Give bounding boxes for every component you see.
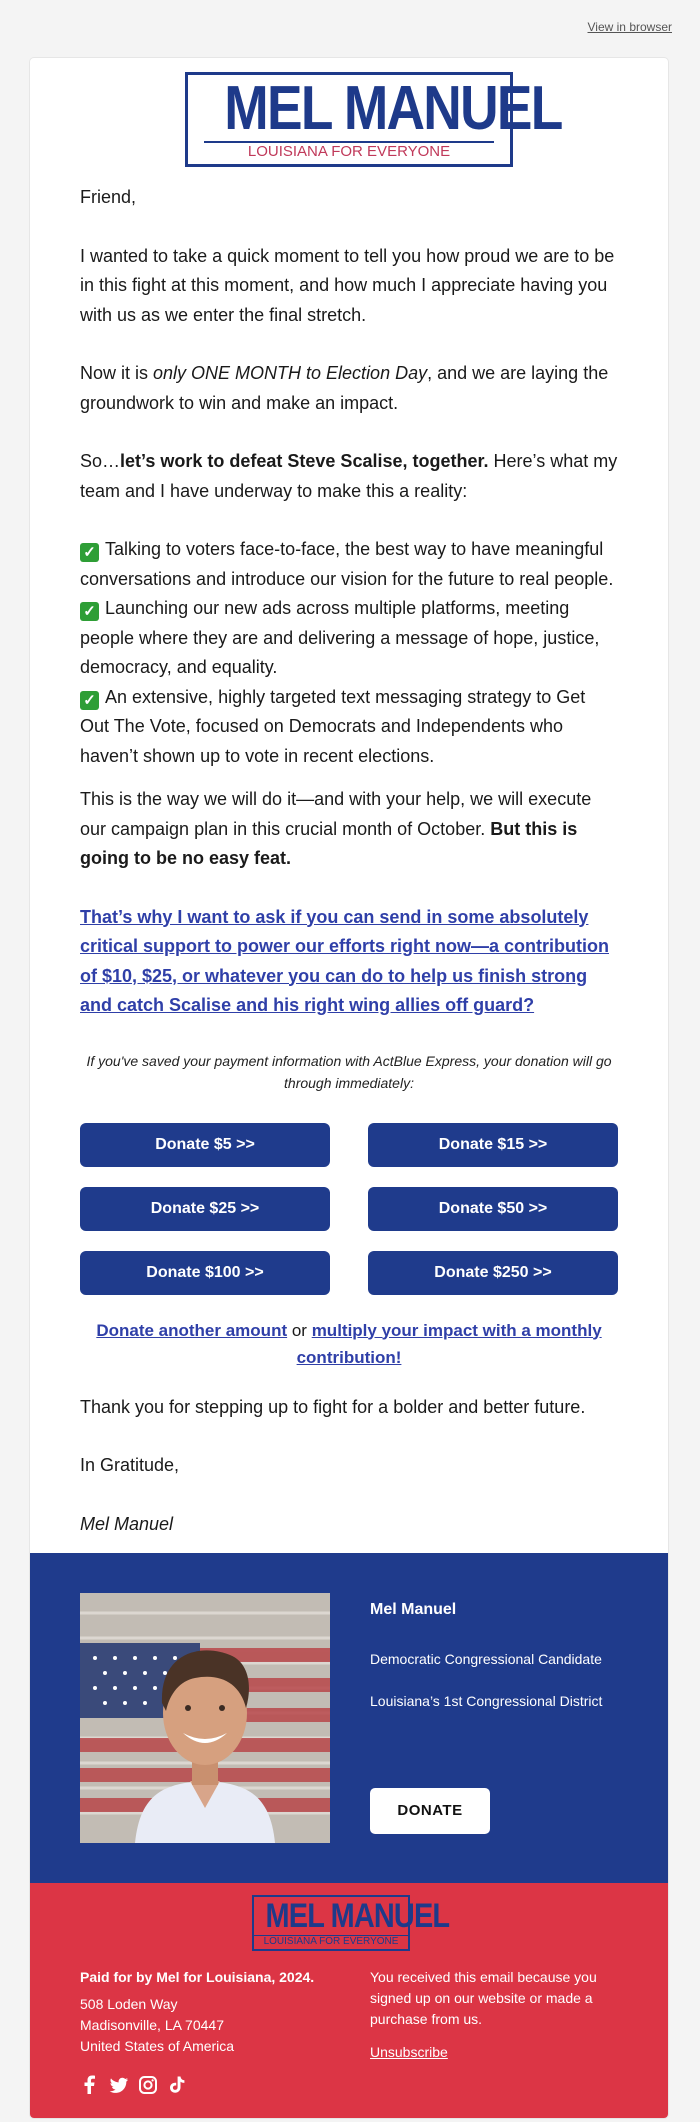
p4-pre: This is the way we will do it—and with your help, we will execute our campaign plan in this crucial month of October. — [80, 789, 592, 839]
monthly-contribution-link[interactable]: multiply your impact with a monthly contribution! — [296, 1320, 602, 1367]
list-item — [80, 594, 618, 683]
subscription-reason: You received this email because you signed up on our website or made a purchase from us. — [370, 1969, 597, 2027]
profile-section — [30, 1553, 668, 1883]
list-item-text: An extensive, highly targeted text messaging strategy to Get Out The Vote, focused on Democrats and Independents who haven’t shown up to vote in recent elections. — [80, 686, 586, 766]
donate-100-button[interactable]: Donate $100 >> — [80, 1251, 330, 1295]
footer-logo-tagline: LOUISIANA FOR EVERYONE — [254, 1935, 408, 1947]
letter-body — [30, 167, 668, 1539]
logo-tagline: LOUISIANA FOR EVERYONE — [204, 141, 494, 160]
paragraph-3 — [80, 447, 618, 506]
footer-logo — [252, 1895, 450, 1951]
candidate-info — [370, 1601, 602, 1735]
header-logo-wrap — [30, 58, 668, 167]
greeting: Friend, — [80, 187, 137, 207]
footer — [30, 1883, 668, 2118]
check-mark-icon: ✓ — [80, 691, 99, 710]
donate-5-button[interactable]: Donate $5 >> — [80, 1123, 330, 1167]
list-item-text: Launching our new ads across multiple platforms, meeting people where they are and delivering a message of hope, justice, democracy, and equality. — [80, 598, 600, 677]
paragraph-1: I wanted to take a quick moment to tell you how proud we are to be in this fight at this moment, and how much I appreciate having you with us as we enter the final stretch. — [80, 245, 615, 325]
instagram-icon[interactable] — [138, 2075, 158, 2095]
donate-buttons — [80, 1123, 618, 1295]
social-links — [80, 2075, 187, 2095]
top-bar — [0, 0, 700, 58]
paragraph-4 — [80, 785, 618, 874]
candidate-district: Louisiana’s 1st Congressional District — [370, 1693, 603, 1709]
twitter-icon[interactable] — [109, 2075, 129, 2095]
candidate-photo — [80, 1593, 330, 1843]
list-item — [80, 535, 618, 594]
p2-post: , and we are laying the groundwork to win and make an impact. — [80, 363, 609, 413]
p3-bold: let’s work to defeat Steve Scalise, together. — [120, 451, 489, 471]
footer-logo-name: MEL MANUEL — [265, 1897, 450, 1935]
check-mark-icon: ✓ — [80, 543, 99, 562]
view-in-browser-link[interactable]: View in browser — [587, 20, 672, 34]
paragraph-2 — [80, 359, 618, 418]
p3-pre: So… — [80, 451, 121, 471]
email-card — [30, 58, 668, 2118]
thanks-text: Thank you for stepping up to fight for a bolder and better future. — [80, 1396, 586, 1417]
checklist — [80, 535, 618, 771]
address-line-3: United States of America — [80, 2038, 235, 2054]
donate-25-button[interactable]: Donate $25 >> — [80, 1187, 330, 1231]
address-line-2: Madisonville, LA 70447 — [80, 2017, 224, 2033]
address-line-1: 508 Loden Way — [80, 1996, 178, 2012]
p4-bold: But this is going to be no easy feat. — [80, 818, 578, 868]
p3-post: Here’s what my team and I have underway to make this a reality: — [80, 451, 618, 501]
donate-50-button[interactable]: Donate $50 >> — [368, 1187, 618, 1231]
actblue-note: If you've saved your payment information with ActBlue Express, your donation will go through immediately: — [86, 1052, 612, 1091]
cta-link[interactable]: That’s why I want to ask if you can send in some absolutely critical support to power our efforts right now—a contribution of $10, $25, or whatever you can do to help us finish strong and catch Scalise and his right wing allies off guard? — [80, 906, 609, 1015]
p2-pre: Now it is — [80, 363, 154, 383]
or-text: or — [287, 1320, 312, 1340]
candidate-role: Democratic Congressional Candidate — [370, 1651, 602, 1667]
footer-address — [80, 1967, 314, 2057]
closing-text: In Gratitude, — [80, 1455, 180, 1475]
other-donation-links — [80, 1317, 618, 1371]
list-item — [80, 683, 618, 772]
footer-notice — [370, 1967, 620, 2063]
list-item-text: Talking to voters face-to-face, the best way to have meaningful conversations and introduce our vision for the future to real people. — [80, 539, 614, 589]
donate-15-button[interactable]: Donate $15 >> — [368, 1123, 618, 1167]
logo-name: MEL MANUEL — [224, 74, 562, 143]
tiktok-icon[interactable] — [167, 2075, 187, 2095]
donate-250-button[interactable]: Donate $250 >> — [368, 1251, 618, 1295]
donate-another-amount-link[interactable]: Donate another amount — [96, 1320, 288, 1340]
campaign-logo — [185, 72, 562, 167]
donate-button[interactable]: DONATE — [370, 1788, 490, 1834]
facebook-icon[interactable] — [80, 2075, 100, 2095]
unsubscribe-link[interactable]: Unsubscribe — [370, 2044, 448, 2060]
check-mark-icon: ✓ — [80, 602, 99, 621]
p2-emphasis: only ONE MONTH to Election Day — [153, 363, 428, 383]
candidate-name: Mel Manuel — [370, 1601, 457, 1618]
paid-for-by: Paid for by Mel for Louisiana, 2024. — [80, 1969, 315, 1985]
signature: Mel Manuel — [80, 1513, 174, 1534]
